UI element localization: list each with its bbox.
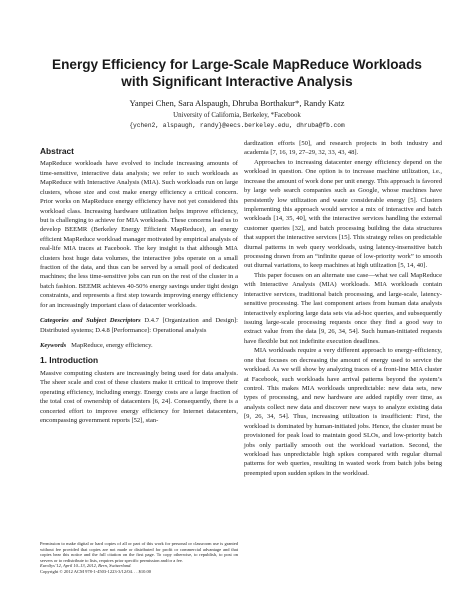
copyright-footer [40,541,238,575]
categories-block [40,316,238,335]
keywords-text: MapReduce, energy efficiency. [71,342,153,350]
intro-paragraph-4: MIA workloads require a very different approach to energy-efficiency, one that focuses on decreasing the amount of energy used to service the workload. As we will show by analyzing traces of a front-line MIA cluster at Facebook, such workloads have arrival patterns beyond the system’s control. This makes MIA workloads unpredictable: new data sets, new types of processing, and new hardware are added rapidly over time, as analysts collect new data and discover new ways to analyze existing data [9, 26, 34, 54]. Thus, increasing utilization is insufficient: First, the workload is dominated by human-initiated jobs. Hence, the cluster must be provisioned for peak load to maintain good SLOs, and low-priority batch jobs only partially smooth out the workload variation. Second, the workload has unpredictable high spikes compared with regular diurnal patterns for web queries, resulting in wasted work from batch jobs being preempted upon sudden spikes in the workload. [244,347,442,477]
right-column [244,139,442,478]
keywords-block [40,341,238,350]
categories-text: D.4.7 [Organization and Design]: Distributed systems; D.4.8 [Performance]: Operational analysis [40,317,238,334]
venue-line: EuroSys’12, April 10–13, 2012, Bern, Switzerland. [40,563,132,569]
intro-paragraph-1-continued: dardization efforts [50], and research projects in both industry and academia [7, 16, 19, 27–29, 32, 33, 43, 48]. [244,140,442,157]
categories-label: Categories and Subject Descriptors [40,317,141,325]
keywords-label: Keywords [40,342,67,350]
affiliation-block [40,111,434,130]
left-column [40,147,238,425]
intro-paragraph-3: This paper focuses on an alternate use case—what we call MapReduce with Interactive Analysis (MIA) workloads. MIA workloads contain interactive services, traditional batch processing, and large-scale, latency-sensitive processing. The last component arises from human data analysts interactively exploring large data sets via ad-hoc queries, and subsequently issuing large-scale processing requests once they find a good way to extract value from the data [9, 26, 34, 54]. Such human-initiated requests have flexible but not indefinite execution deadlines. [244,271,442,345]
intro-paragraph-2: Approaches to increasing datacenter energy efficiency depend on the workload in question. One option is to increase machine utilization, i.e., increase the amount of work done per unit energy. This approach is favored by large web search companies such as Google, whose machines have persistently low utilization and waste considerable energy [5]. Clusters implementing this approach would service a mix of interactive and batch workloads [14, 35, 40], with the interactive services handling the external customer queries [32], and batch processing building the data structures that support the interactive services [15]. This strategy relies on predictable diurnal patterns in web query workloads, using latency-insensitive batch processing drawn from an “infinite queue of low-priority work” to smooth out diurnal variations, to keep machines at high utilization [5, 14, 40]. [244,158,442,270]
abstract-text: MapReduce workloads have evolved to include increasing amounts of time-sensitive, interactive data analysis; we refer to such workloads as MapReduce with Interactive Analysis (MIA). Such workloads run on large clusters, whose size and cost make energy efficiency a critical concern. Prior works on MapReduce energy efficiency have not yet considered this workload class. Increasing hardware utilization helps improve efficiency, but is challenging to achieve for MIA workloads. These concerns lead us to develop BEEMR (Berkeley Energy Efficient MapReduce), an energy efficient MapReduce workload manager motivated by empirical analysis of real-life MIA traces at Facebook. The key insight is that although MIA clusters host huge data volumes, the interactive jobs operate on a small fraction of the data, and thus can be served by a small pool of dedicated machines; the less time-sensitive jobs can run on the rest of the cluster in a batch fashion. BEEMR achieves 40-50% energy savings under tight design constraints, and represents a first step towards improving energy efficiency for an increasingly important class of datacenter workloads. [40,160,238,309]
paper-title: Energy Efficiency for Large-Scale MapReduce Workloads with Significant Interactive Analysis [52,57,422,89]
intro-paragraph-1: Massive computing clusters are increasingly being used for data analysis. The sheer scale and cost of these clusters make it critical to improve their operating efficiency, including energy. Energy costs are a large fraction of the total cost of ownership of datacenters [6, 24]. Consequently, there is a concerted effort to improve energy efficiency for Internet datacenters, encompassing government reports [52], stan- [40,369,238,424]
author-list: Yanpei Chen, Sara Alspaugh, Dhruba Borthakur*, Randy Katz [129,98,345,108]
affiliation: University of California, Berkeley, *Facebook [173,112,301,119]
copyright-line: Copyright © 2012 ACM 978-1-4503-1223-3/12/04. . . $10.00 [40,568,152,574]
author-emails: {ychen2, alspaugh, randy}@eecs.berkeley.edu, dhruba@fb.com [129,121,345,129]
intro-heading: 1. Introduction [40,355,99,366]
abstract-heading: Abstract [40,146,74,156]
permission-notice: Permission to make digital or hard copies of all or part of this work for personal or classroom use is granted without fee provided that copies are not made or distributed for profit or commercial advantage and that copies bear this notice and the full citation on the first page. To copy otherwise, to republish, to post on servers or to redistribute to lists, requires prior specific permission and/or a fee. [40,541,238,563]
